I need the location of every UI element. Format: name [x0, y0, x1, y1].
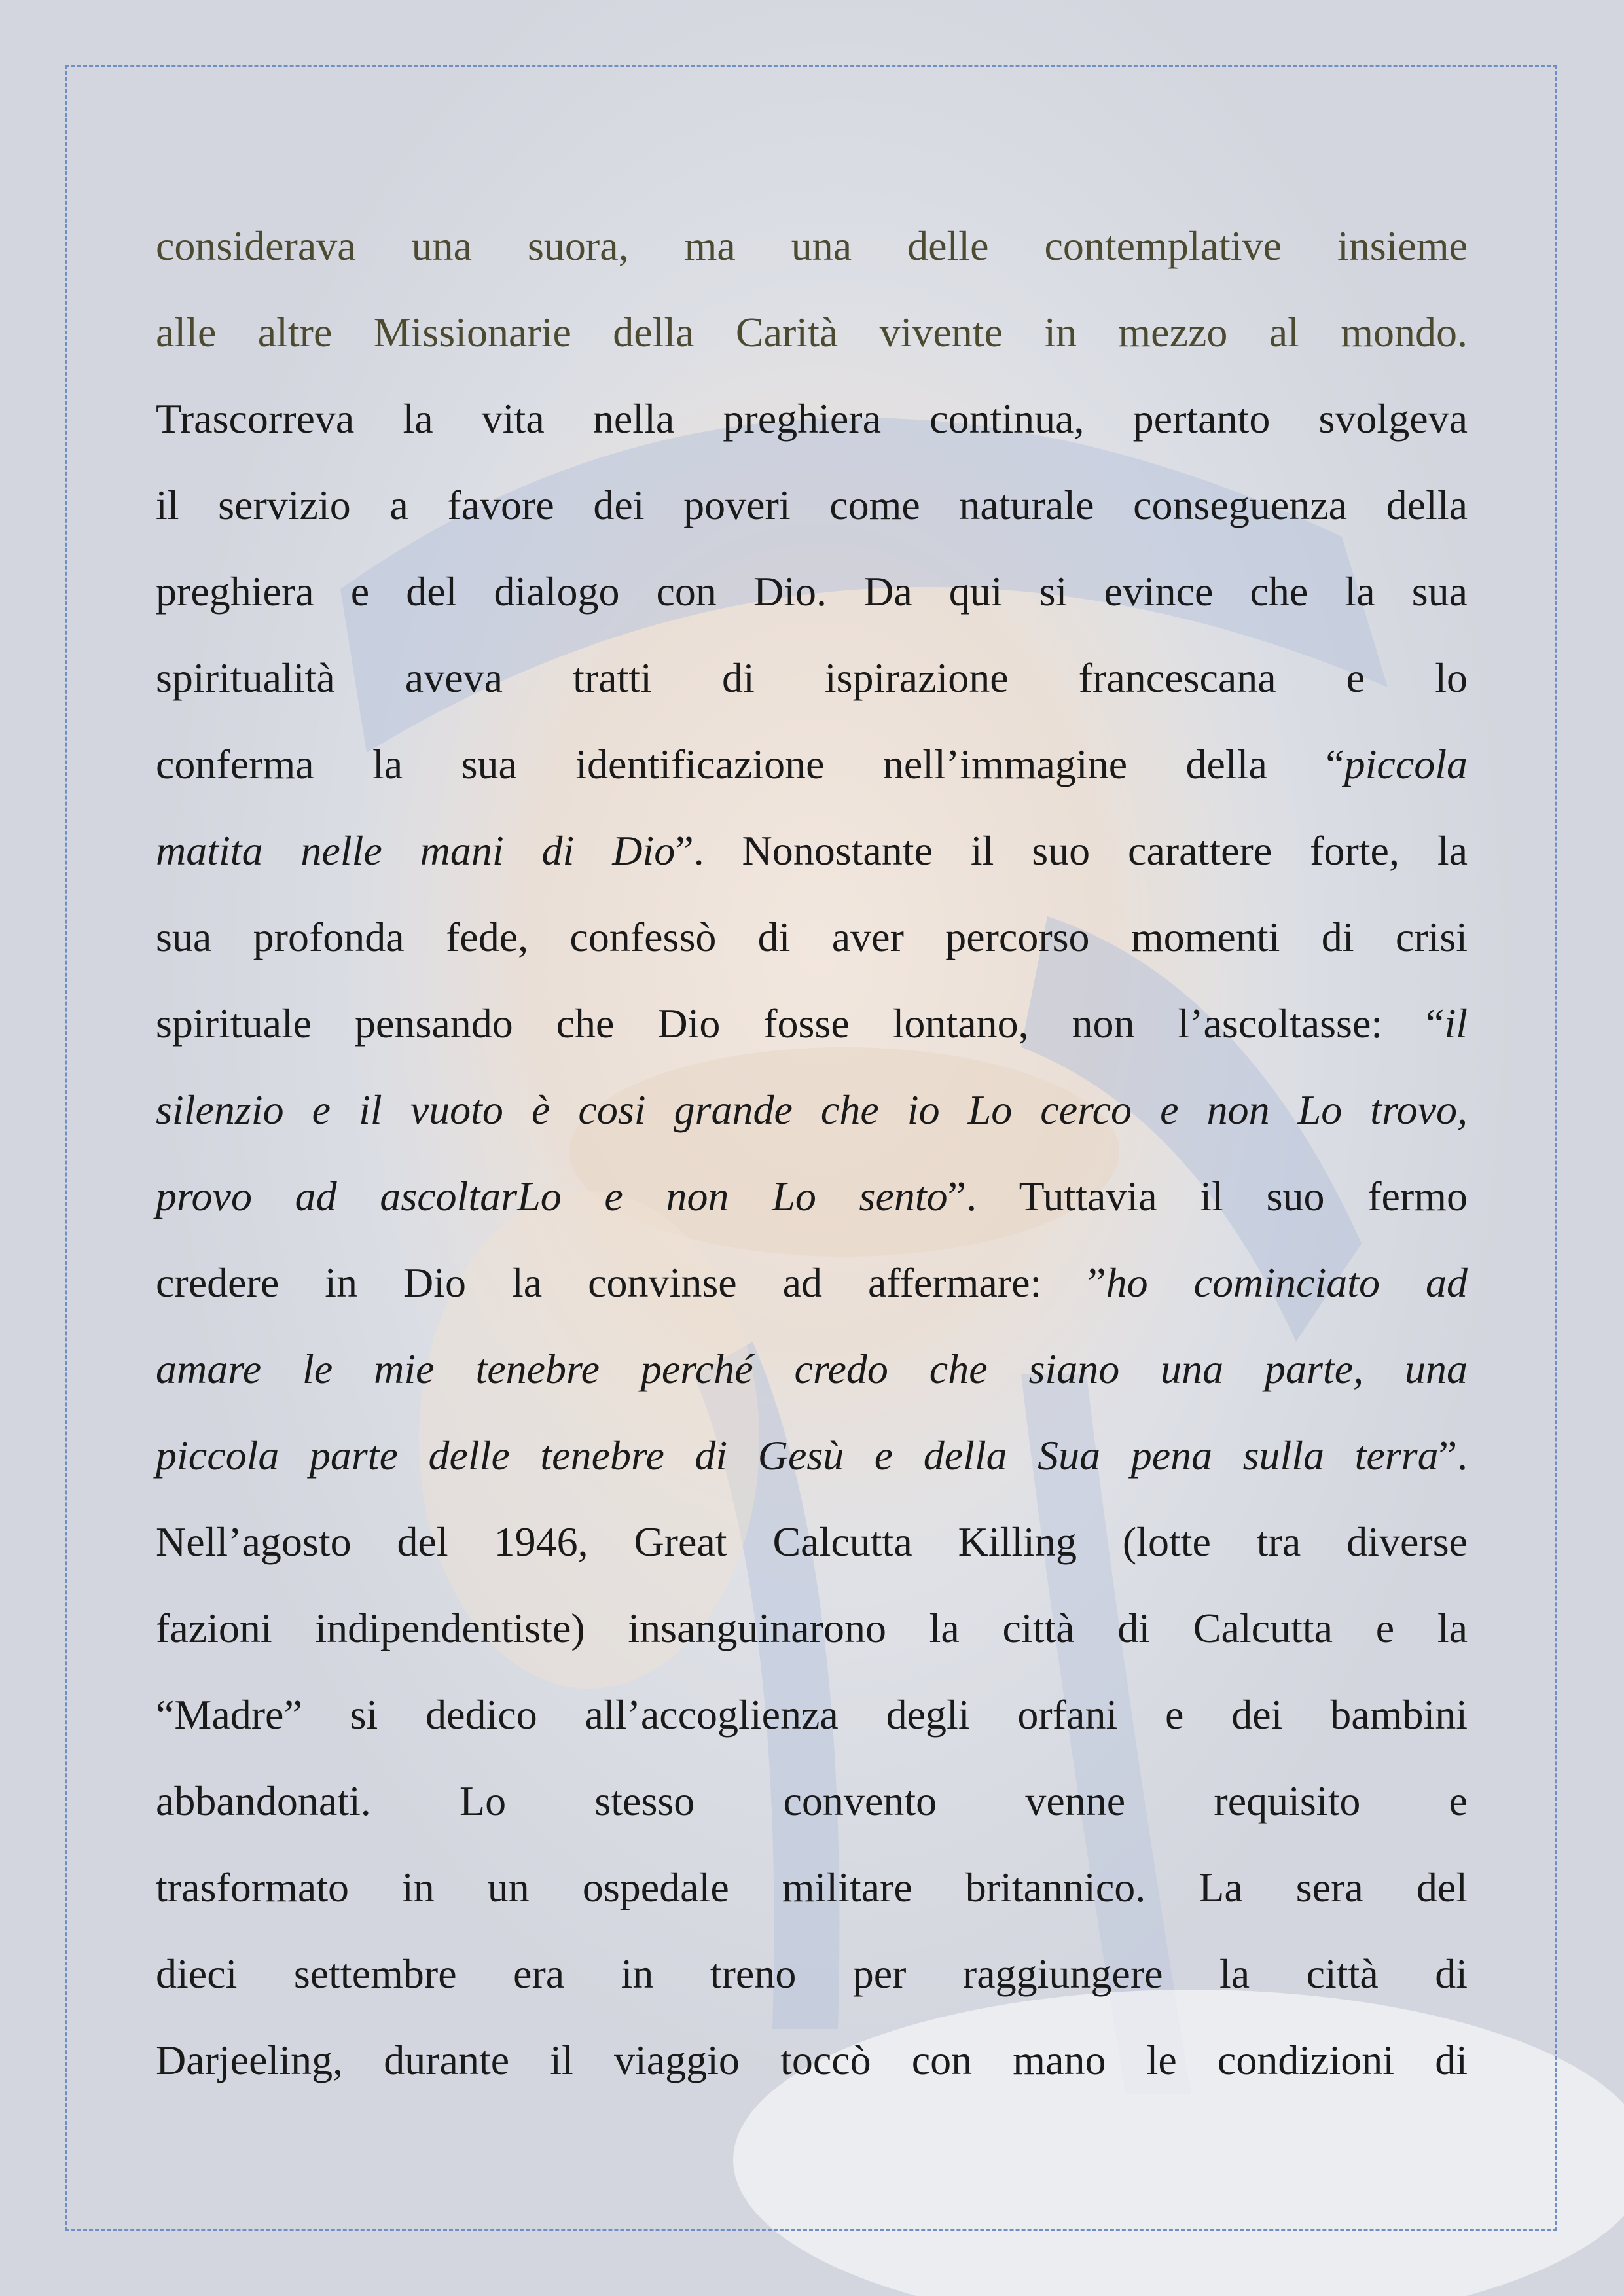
italic-quote-segment: provo ad ascoltarLo e non Lo sento	[156, 1173, 948, 1219]
text-line	[156, 721, 1468, 808]
text-segment: ”.	[1438, 1432, 1468, 1479]
text-line	[156, 1240, 1468, 1326]
italic-quote-segment: il	[1444, 1000, 1468, 1047]
text-segment: Trascorreva la vita nella preghiera continua, pertanto svolgeva	[156, 395, 1468, 442]
text-line	[156, 894, 1468, 980]
text-line	[156, 1758, 1468, 1844]
text-line	[156, 1153, 1468, 1240]
text-line	[156, 2017, 1468, 2104]
text-line	[156, 1672, 1468, 1758]
text-segment: Darjeeling, durante il viaggio toccò con mano le condizioni di	[156, 2037, 1468, 2083]
text-line	[156, 1412, 1468, 1499]
italic-quote-segment: matita nelle mani di Dio	[156, 827, 676, 874]
text-segment: Nell’agosto del 1946, Great Calcutta Killing (lotte tra diverse	[156, 1518, 1468, 1565]
text-segment: spirituale pensando che Dio fosse lontano, non l’ascoltasse: “	[156, 1000, 1445, 1047]
text-line	[156, 548, 1468, 635]
text-segment: credere in Dio la convinse ad affermare: ”	[156, 1259, 1106, 1306]
text-segment: trasformato in un ospedale militare britannico. La sera del	[156, 1864, 1468, 1910]
text-segment: preghiera e del dialogo con Dio. Da qui si evince che la sua	[156, 568, 1468, 615]
text-line	[156, 1585, 1468, 1672]
text-segment: il servizio a favore dei poveri come naturale conseguenza della	[156, 482, 1468, 528]
text-segment: abbandonati. Lo stesso convento venne requisito e	[156, 1778, 1468, 1824]
text-line	[156, 376, 1468, 462]
text-line	[156, 1326, 1468, 1412]
text-line	[156, 203, 1468, 289]
body-paragraph	[156, 203, 1468, 2104]
italic-quote-segment: ho cominciato ad	[1106, 1259, 1468, 1306]
text-segment: ”. Tuttavia il suo fermo	[947, 1173, 1468, 1219]
text-line	[156, 462, 1468, 548]
text-segment: considerava una suora, ma una delle contemplative insieme	[156, 223, 1468, 269]
text-line	[156, 289, 1468, 376]
text-line	[156, 1931, 1468, 2017]
text-segment: sua profonda fede, confessò di aver percorso momenti di crisi	[156, 914, 1468, 960]
text-segment: fazioni indipendentiste) insanguinarono la città di Calcutta e la	[156, 1605, 1468, 1651]
italic-quote-segment: amare le mie tenebre perché credo che siano una parte, una	[156, 1346, 1468, 1392]
text-segment: dieci settembre era in treno per raggiungere la città di	[156, 1950, 1468, 1997]
italic-quote-segment: piccola parte delle tenebre di Gesù e della Sua pena sulla terra	[156, 1432, 1439, 1479]
italic-quote-segment: piccola	[1344, 741, 1468, 787]
text-segment: ”. Nonostante il suo carattere forte, la	[675, 827, 1468, 874]
text-segment: “Madre” si dedico all’accoglienza degli orfani e dei bambini	[156, 1691, 1468, 1738]
text-line	[156, 808, 1468, 894]
text-line	[156, 635, 1468, 721]
text-segment: spiritualità aveva tratti di ispirazione francescana e lo	[156, 655, 1468, 701]
text-line	[156, 1844, 1468, 1931]
text-line	[156, 980, 1468, 1067]
text-segment: conferma la sua identificazione nell’immagine della “	[156, 741, 1344, 787]
italic-quote-segment: silenzio e il vuoto è cosi grande che io Lo cerco e non Lo trovo,	[156, 1086, 1468, 1133]
text-line	[156, 1499, 1468, 1585]
text-line	[156, 1067, 1468, 1153]
text-segment: alle altre Missionarie della Carità vivente in mezzo al mondo.	[156, 309, 1468, 355]
